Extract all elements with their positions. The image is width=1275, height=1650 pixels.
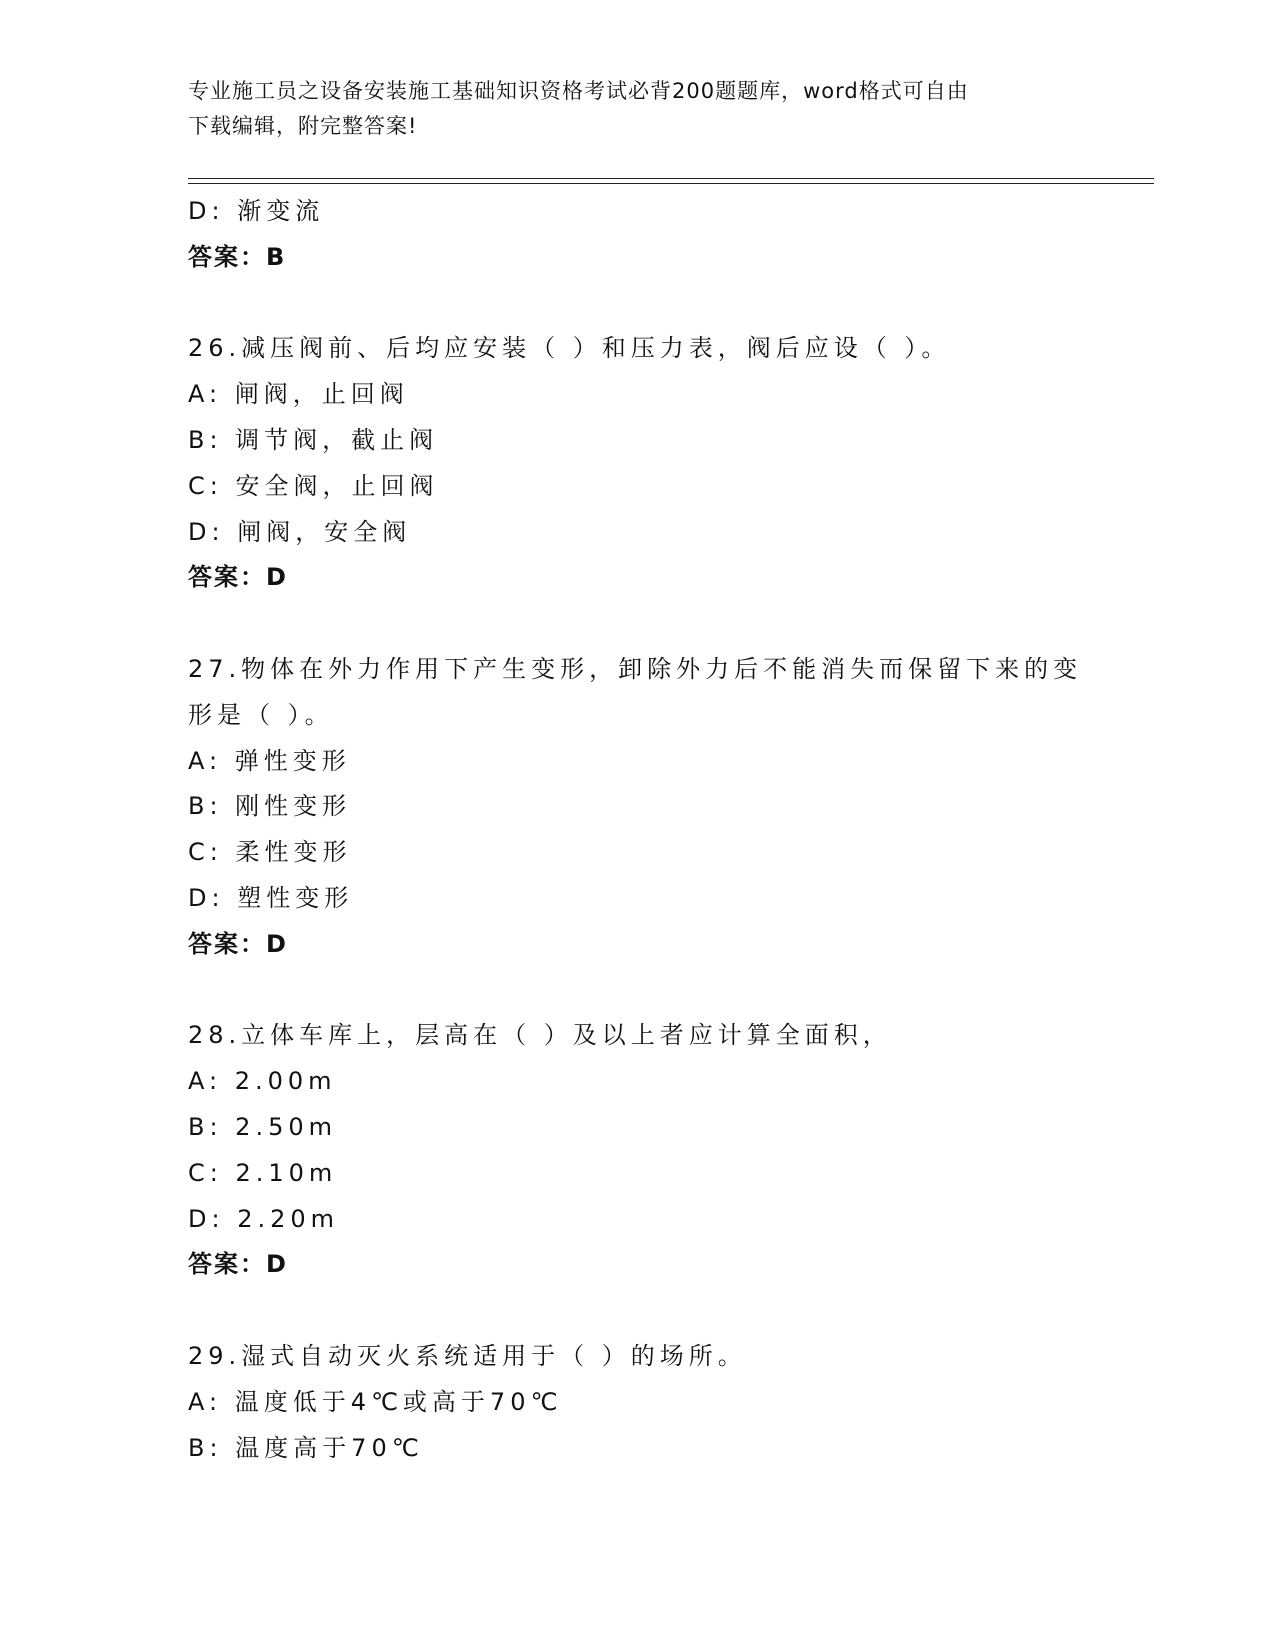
option-a: A: 闸阀，止回阀 [188, 380, 409, 409]
option-b: B: 调节阀，截止阀 [188, 425, 439, 454]
option-c: C: 2.10m [188, 1158, 338, 1187]
question-28 [188, 1013, 1088, 1288]
spacer [188, 1288, 1088, 1334]
option-d: D: 塑性变形 [188, 883, 354, 912]
option-d: D: 2.20m [188, 1204, 340, 1233]
question-29 [188, 1334, 1088, 1471]
option-b: B: 2.50m [188, 1112, 337, 1141]
question-stem-continued: 形是（ ）。 [188, 700, 334, 729]
option-c: C: 柔性变形 [188, 838, 352, 867]
question-stem: 29.湿式自动灭火系统适用于（ ）的场所。 [188, 1341, 747, 1370]
document-header [188, 74, 1088, 144]
spacer [188, 281, 1088, 327]
answer-line: 答案：D [188, 563, 288, 592]
header-title-line-2: 下载编辑，附完整答案! [188, 114, 418, 138]
option-d: D: 渐变流 [188, 197, 325, 225]
spacer [188, 968, 1088, 1014]
question-stem: 26.减压阀前、后均应安装（ ）和压力表，阀后应设（ ）。 [188, 334, 951, 363]
answer-line: 答案：B [188, 242, 287, 271]
answer-line: 答案：D [188, 1250, 288, 1279]
question-26 [188, 326, 1088, 601]
question-list [188, 189, 1088, 1471]
header-divider-top [188, 178, 1154, 179]
question-stem: 28.立体车库上，层高在（ ）及以上者应计算全面积， [188, 1021, 892, 1050]
option-a: A: 温度低于4℃或高于70℃ [188, 1387, 563, 1416]
option-a: A: 弹性变形 [188, 746, 351, 775]
option-b: B: 温度高于70℃ [188, 1433, 424, 1462]
header-title-line-1: 专业施工员之设备安装施工基础知识资格考试必背200题题库，word格式可自由 [188, 79, 969, 103]
option-a: A: 2.00m [188, 1067, 337, 1096]
question-27 [188, 647, 1088, 968]
question-stem: 27.物体在外力作用下产生变形，卸除外力后不能消失而保留下来的变 [188, 654, 1083, 683]
answer-line: 答案：D [188, 929, 288, 958]
option-d: D: 闸阀，安全阀 [188, 517, 412, 546]
option-b: B: 刚性变形 [188, 792, 352, 821]
header-divider-bottom [188, 183, 1154, 184]
spacer [188, 601, 1088, 647]
option-c: C: 安全阀，止回阀 [188, 471, 439, 500]
